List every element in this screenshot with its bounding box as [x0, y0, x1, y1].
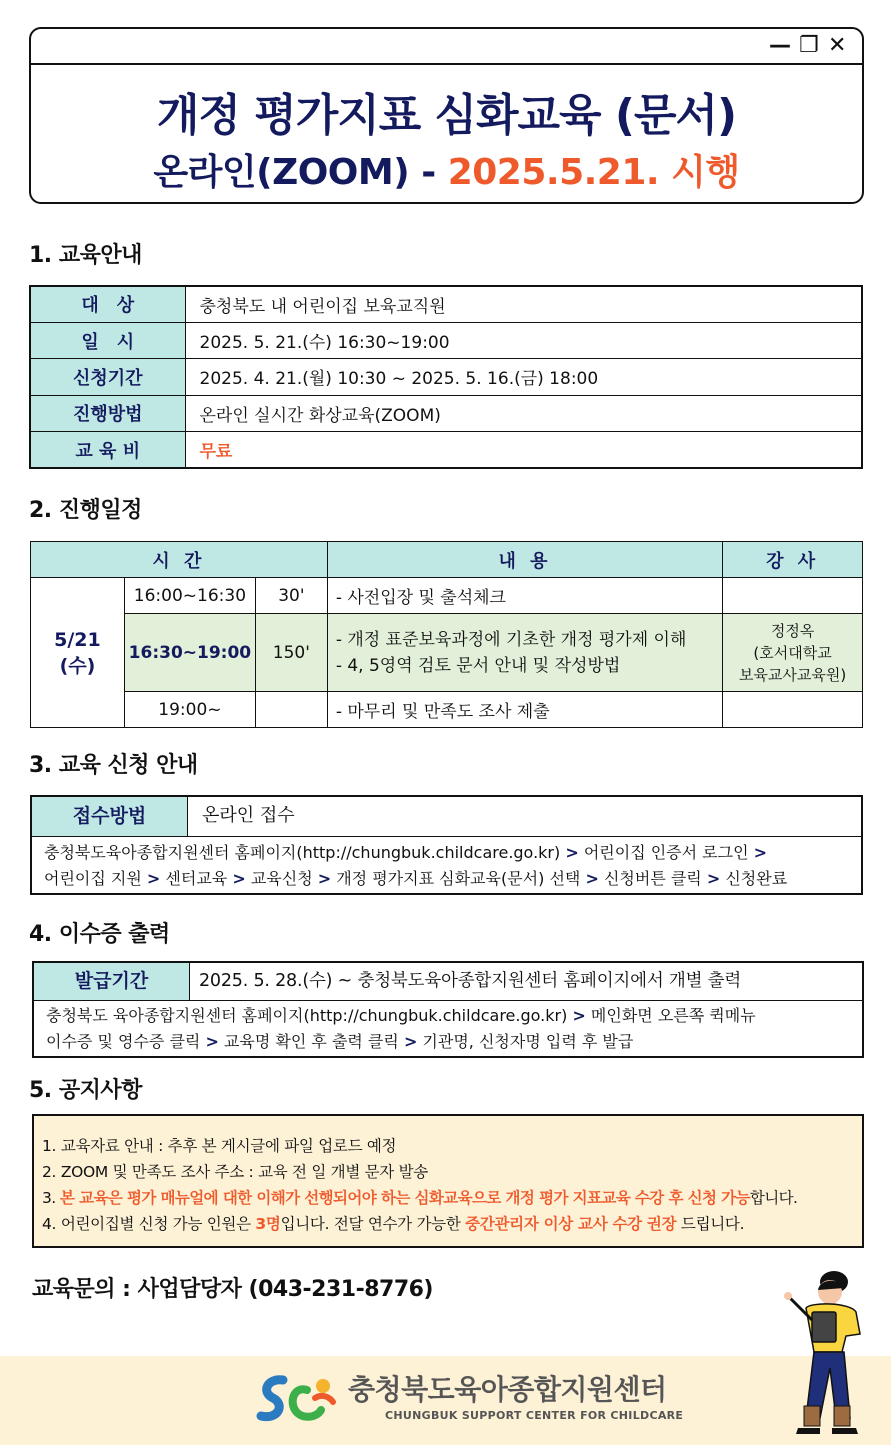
- table-row: [31, 692, 863, 728]
- time-cell: 16:00~16:30: [124, 578, 255, 614]
- content-cell: - 사전입장 및 출석체크: [327, 578, 722, 614]
- notice-item: 2. ZOOM 및 만족도 조사 주소 : 교육 전 일 개별 문자 발송: [42, 1163, 428, 1181]
- row-value: 2025. 5. 21.(수) 16:30~19:00: [185, 322, 862, 358]
- notice-text: 3.: [42, 1189, 60, 1207]
- row-value: 온라인 실시간 화상교육(ZOOM): [185, 395, 862, 431]
- duration-cell: [255, 692, 327, 728]
- arrow-icon: >: [403, 1032, 418, 1051]
- certificate-box: [32, 961, 864, 1058]
- apply-steps-line: [44, 866, 787, 892]
- notice-item: 1. 교육자료 안내 : 추후 본 게시글에 파일 업로드 예정: [42, 1137, 397, 1155]
- table-row: [30, 286, 862, 322]
- step-text: 교육신청: [245, 869, 318, 888]
- schedule-date: [31, 578, 125, 728]
- apply-row: [32, 797, 861, 837]
- duration-cell: 30': [255, 578, 327, 614]
- arrow-icon: >: [205, 1032, 219, 1051]
- date-day: 5/21: [54, 628, 101, 651]
- lecturer-name: 정정옥: [770, 621, 815, 640]
- section-heading-info: 1. 교육안내: [29, 243, 142, 268]
- certificate-value: 2025. 5. 28.(수) ~ 충청북도육아종합지원센터 홈페이지에서 개별 출력: [199, 971, 742, 991]
- title-window: [29, 27, 864, 204]
- notice-text: 4. 어린이집별 신청 가능 인원은: [42, 1215, 256, 1233]
- table-row: [30, 395, 862, 431]
- step-text: 어린이집 지원: [44, 869, 147, 888]
- subtitle-date: 2025.5.21. 시행: [447, 152, 740, 193]
- content-cell: [327, 614, 722, 692]
- row-label: 신청기간: [30, 359, 185, 395]
- lecturer-cell: [723, 614, 863, 692]
- row-label: 교 육 비: [30, 432, 185, 468]
- table-row: [31, 578, 863, 614]
- row-label: 일 시: [30, 322, 185, 358]
- section-heading-schedule: 2. 진행일정: [29, 498, 142, 523]
- section-heading-notice: 5. 공지사항: [29, 1078, 142, 1103]
- notice-item: [42, 1186, 797, 1208]
- arrow-icon: >: [232, 869, 246, 888]
- notice-text: 합니다.: [749, 1189, 798, 1207]
- header-time: 시 간: [31, 542, 328, 578]
- duration-cell: 150': [255, 614, 327, 692]
- content-cell: - 마무리 및 만족도 조사 제출: [327, 692, 722, 728]
- window-title-bar: [31, 29, 862, 65]
- center-name-english: CHUNGBUK SUPPORT CENTER FOR CHILDCARE: [385, 1409, 684, 1422]
- center-logo-icon: [255, 1370, 339, 1426]
- content-line: - 4, 5영역 검토 문서 안내 및 작성방법: [335, 655, 621, 676]
- row-label: 진행방법: [30, 395, 185, 431]
- certificate-row: [34, 963, 862, 1001]
- teacher-illustration-icon: [760, 1268, 870, 1440]
- fee-value: 무료: [185, 432, 862, 468]
- notice-item: [42, 1212, 744, 1234]
- notice-highlight: 중간관리자 이상 교사 수강 권장: [465, 1215, 677, 1233]
- page-title: 개정 평가지표 심화교육 (문서): [156, 90, 737, 141]
- table-row: [31, 614, 863, 692]
- arrow-icon: >: [753, 843, 768, 862]
- step-text: 신청버튼 클릭: [598, 869, 707, 888]
- section-heading-apply: 3. 교육 신청 안내: [29, 753, 198, 778]
- arrow-icon: >: [572, 1006, 586, 1025]
- footer: [0, 1356, 891, 1445]
- step-text: 센터교육: [160, 869, 233, 888]
- certificate-steps-line: [46, 1029, 756, 1055]
- info-table: [29, 285, 863, 469]
- apply-steps-line: [44, 840, 787, 866]
- header-content: 내 용: [327, 542, 722, 578]
- apply-label: 접수방법: [32, 797, 188, 836]
- notice-box: [32, 1114, 864, 1248]
- arrow-icon: >: [706, 869, 721, 888]
- section-heading-certificate: 4. 이수증 출력: [29, 922, 170, 947]
- lecturer-affiliation: (호서대학교: [753, 643, 832, 662]
- arrow-icon: >: [585, 869, 599, 888]
- row-value: 충청북도 내 어린이집 보육교직원: [185, 286, 862, 322]
- lecturer-cell: [723, 578, 863, 614]
- apply-value: 온라인 접수: [202, 805, 295, 826]
- schedule-table: [30, 541, 863, 728]
- step-text: 충청북도 육아종합지원센터 홈페이지(http://chungbuk.childcare.go.kr): [46, 1006, 573, 1025]
- step-text: 충청북도육아종합지원센터 홈페이지(http://chungbuk.childcare.go.kr): [44, 843, 566, 862]
- minimize-icon[interactable]: —: [769, 33, 791, 58]
- contact-info: 교육문의 : 사업담당자 (043-231-8776): [32, 1277, 433, 1302]
- arrow-icon: >: [146, 869, 161, 888]
- maximize-icon[interactable]: ❐: [799, 33, 819, 58]
- step-text: 개정 평가지표 심화교육(문서) 선택: [331, 869, 586, 888]
- lecturer-affiliation: 보육교사교육원): [738, 665, 847, 684]
- arrow-icon: >: [317, 869, 332, 888]
- certificate-steps-line: [46, 1003, 756, 1029]
- notice-text: 드립니다.: [676, 1215, 745, 1233]
- row-value: 2025. 4. 21.(월) 10:30 ~ 2025. 5. 16.(금) 18:00: [185, 359, 862, 395]
- table-row: [30, 359, 862, 395]
- time-cell: 16:30~19:00: [124, 614, 255, 692]
- close-icon[interactable]: ✕: [828, 33, 847, 58]
- table-row: [30, 432, 862, 468]
- apply-steps: [44, 840, 787, 892]
- content-line: - 개정 표준보육과정에 기초한 개정 평가제 이해: [335, 629, 687, 650]
- table-row: [30, 322, 862, 358]
- step-text: 메인화면 오른쪽 퀵메뉴: [585, 1006, 756, 1025]
- row-label: 대 상: [30, 286, 185, 322]
- step-text: 교육명 확인 후 출력 클릭: [218, 1032, 404, 1051]
- arrow-icon: >: [565, 843, 579, 862]
- certificate-steps: [46, 1003, 756, 1055]
- step-text: 신청완료: [720, 869, 788, 888]
- table-header-row: [31, 542, 863, 578]
- certificate-label: 발급기간: [34, 963, 190, 1000]
- apply-box: [30, 795, 863, 895]
- lecturer-cell: [723, 692, 863, 728]
- notice-highlight: 본 교육은 평가 매뉴얼에 대한 이해가 선행되어야 하는 심화교육으로 개정 평가 지표교육 수강 후 신청 가능: [59, 1189, 750, 1207]
- step-text: 기관명, 신청자명 입력 후 발급: [417, 1032, 634, 1051]
- center-name: 충청북도육아종합지원센터: [348, 1373, 667, 1406]
- header-lecturer: 강 사: [723, 542, 863, 578]
- notice-text: 입니다. 전달 연수가 가능한: [280, 1215, 466, 1233]
- date-weekday: (수): [59, 654, 96, 677]
- subtitle-main: 온라인(ZOOM) -: [153, 152, 448, 193]
- notice-highlight: 3명: [255, 1215, 281, 1233]
- page-subtitle: [31, 144, 862, 195]
- step-text: 어린이집 인증서 로그인: [578, 843, 754, 862]
- step-text: 이수증 및 영수증 클릭: [46, 1032, 206, 1051]
- time-cell: 19:00~: [124, 692, 255, 728]
